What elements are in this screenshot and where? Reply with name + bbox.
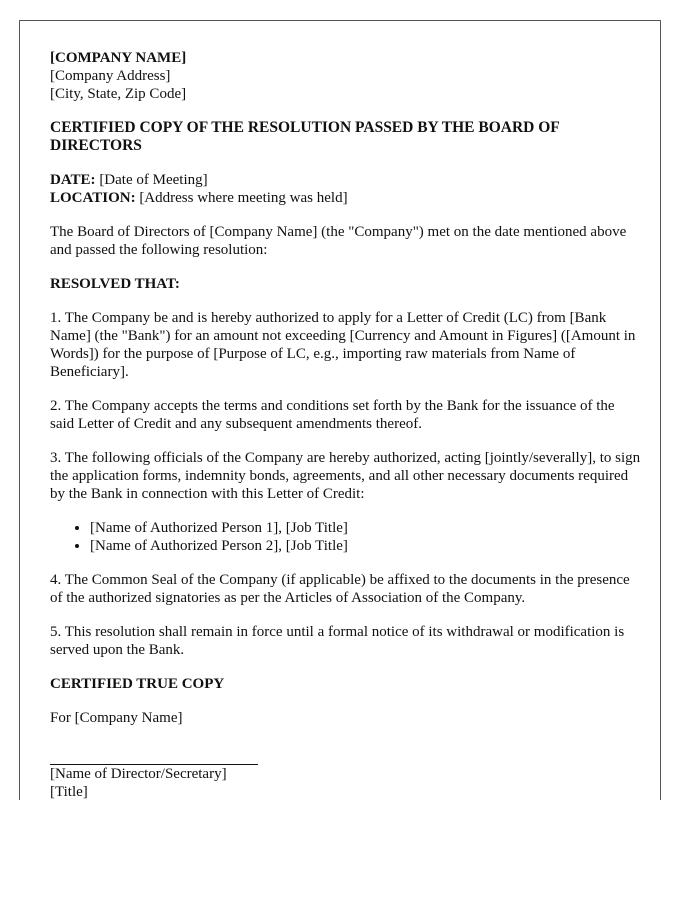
resolution-5: 5. This resolution shall remain in force until a formal notice of its withdrawal or modification is served upon the Bank. <box>50 624 625 658</box>
date-value: [Date of Meeting] <box>95 172 208 188</box>
for-company: For [Company Name] <box>50 710 183 726</box>
resolution-4: 4. The Common Seal of the Company (if applicable) be affixed to the documents in the presence of the authorized signatories as per the Articles of Association of the Company. <box>50 572 630 606</box>
list-item: • [Name of Authorized Person 2], [Job Title] <box>90 537 642 555</box>
signatory-title: [Title] <box>50 784 88 800</box>
resolution-2: 2. The Company accepts the terms and conditions set forth by the Bank for the issuance of the said Letter of Credit and any subsequent amendments thereof. <box>50 398 615 432</box>
city-state-zip: [City, State, Zip Code] <box>50 86 187 102</box>
location-label: LOCATION: <box>50 190 136 206</box>
authorized-persons-list <box>50 519 642 555</box>
resolved-heading: RESOLVED THAT: <box>50 276 180 292</box>
meeting-location <box>50 189 642 207</box>
document-page <box>19 20 661 800</box>
document-title: CERTIFIED COPY OF THE RESOLUTION PASSED BY THE BOARD OF DIRECTORS <box>50 119 560 154</box>
date-label: DATE: <box>50 172 96 188</box>
meeting-date <box>50 171 642 189</box>
signatory-name: [Name of Director/Secretary] <box>50 766 227 782</box>
resolution-3: 3. The following officials of the Company are hereby authorized, acting [jointly/severally], to sign the application forms, indemnity bonds, agreements, and all other necessary documents required by the Bank in connection with this Letter of Credit: <box>50 450 641 502</box>
location-value: [Address where meeting was held] <box>135 190 348 206</box>
signature-space <box>50 727 642 764</box>
certified-heading: CERTIFIED TRUE COPY <box>50 676 225 692</box>
resolution-1: 1. The Company be and is hereby authorized to apply for a Letter of Credit (LC) from [Bank Name] (the "Bank") for an amount not exceeding [Currency and Amount in Figures] ([Amount in Words]) for the purpose of [Purpose of LC, e.g., importing raw materials from Name of Beneficiary]. <box>50 310 636 380</box>
company-address: [Company Address] <box>50 68 171 84</box>
list-item: • [Name of Authorized Person 1], [Job Title] <box>90 519 642 537</box>
document-body <box>50 49 642 800</box>
intro-paragraph: The Board of Directors of [Company Name] (the "Company") met on the date mentioned above and passed the following resolution: <box>50 224 627 258</box>
company-name: [COMPANY NAME] <box>50 50 187 66</box>
